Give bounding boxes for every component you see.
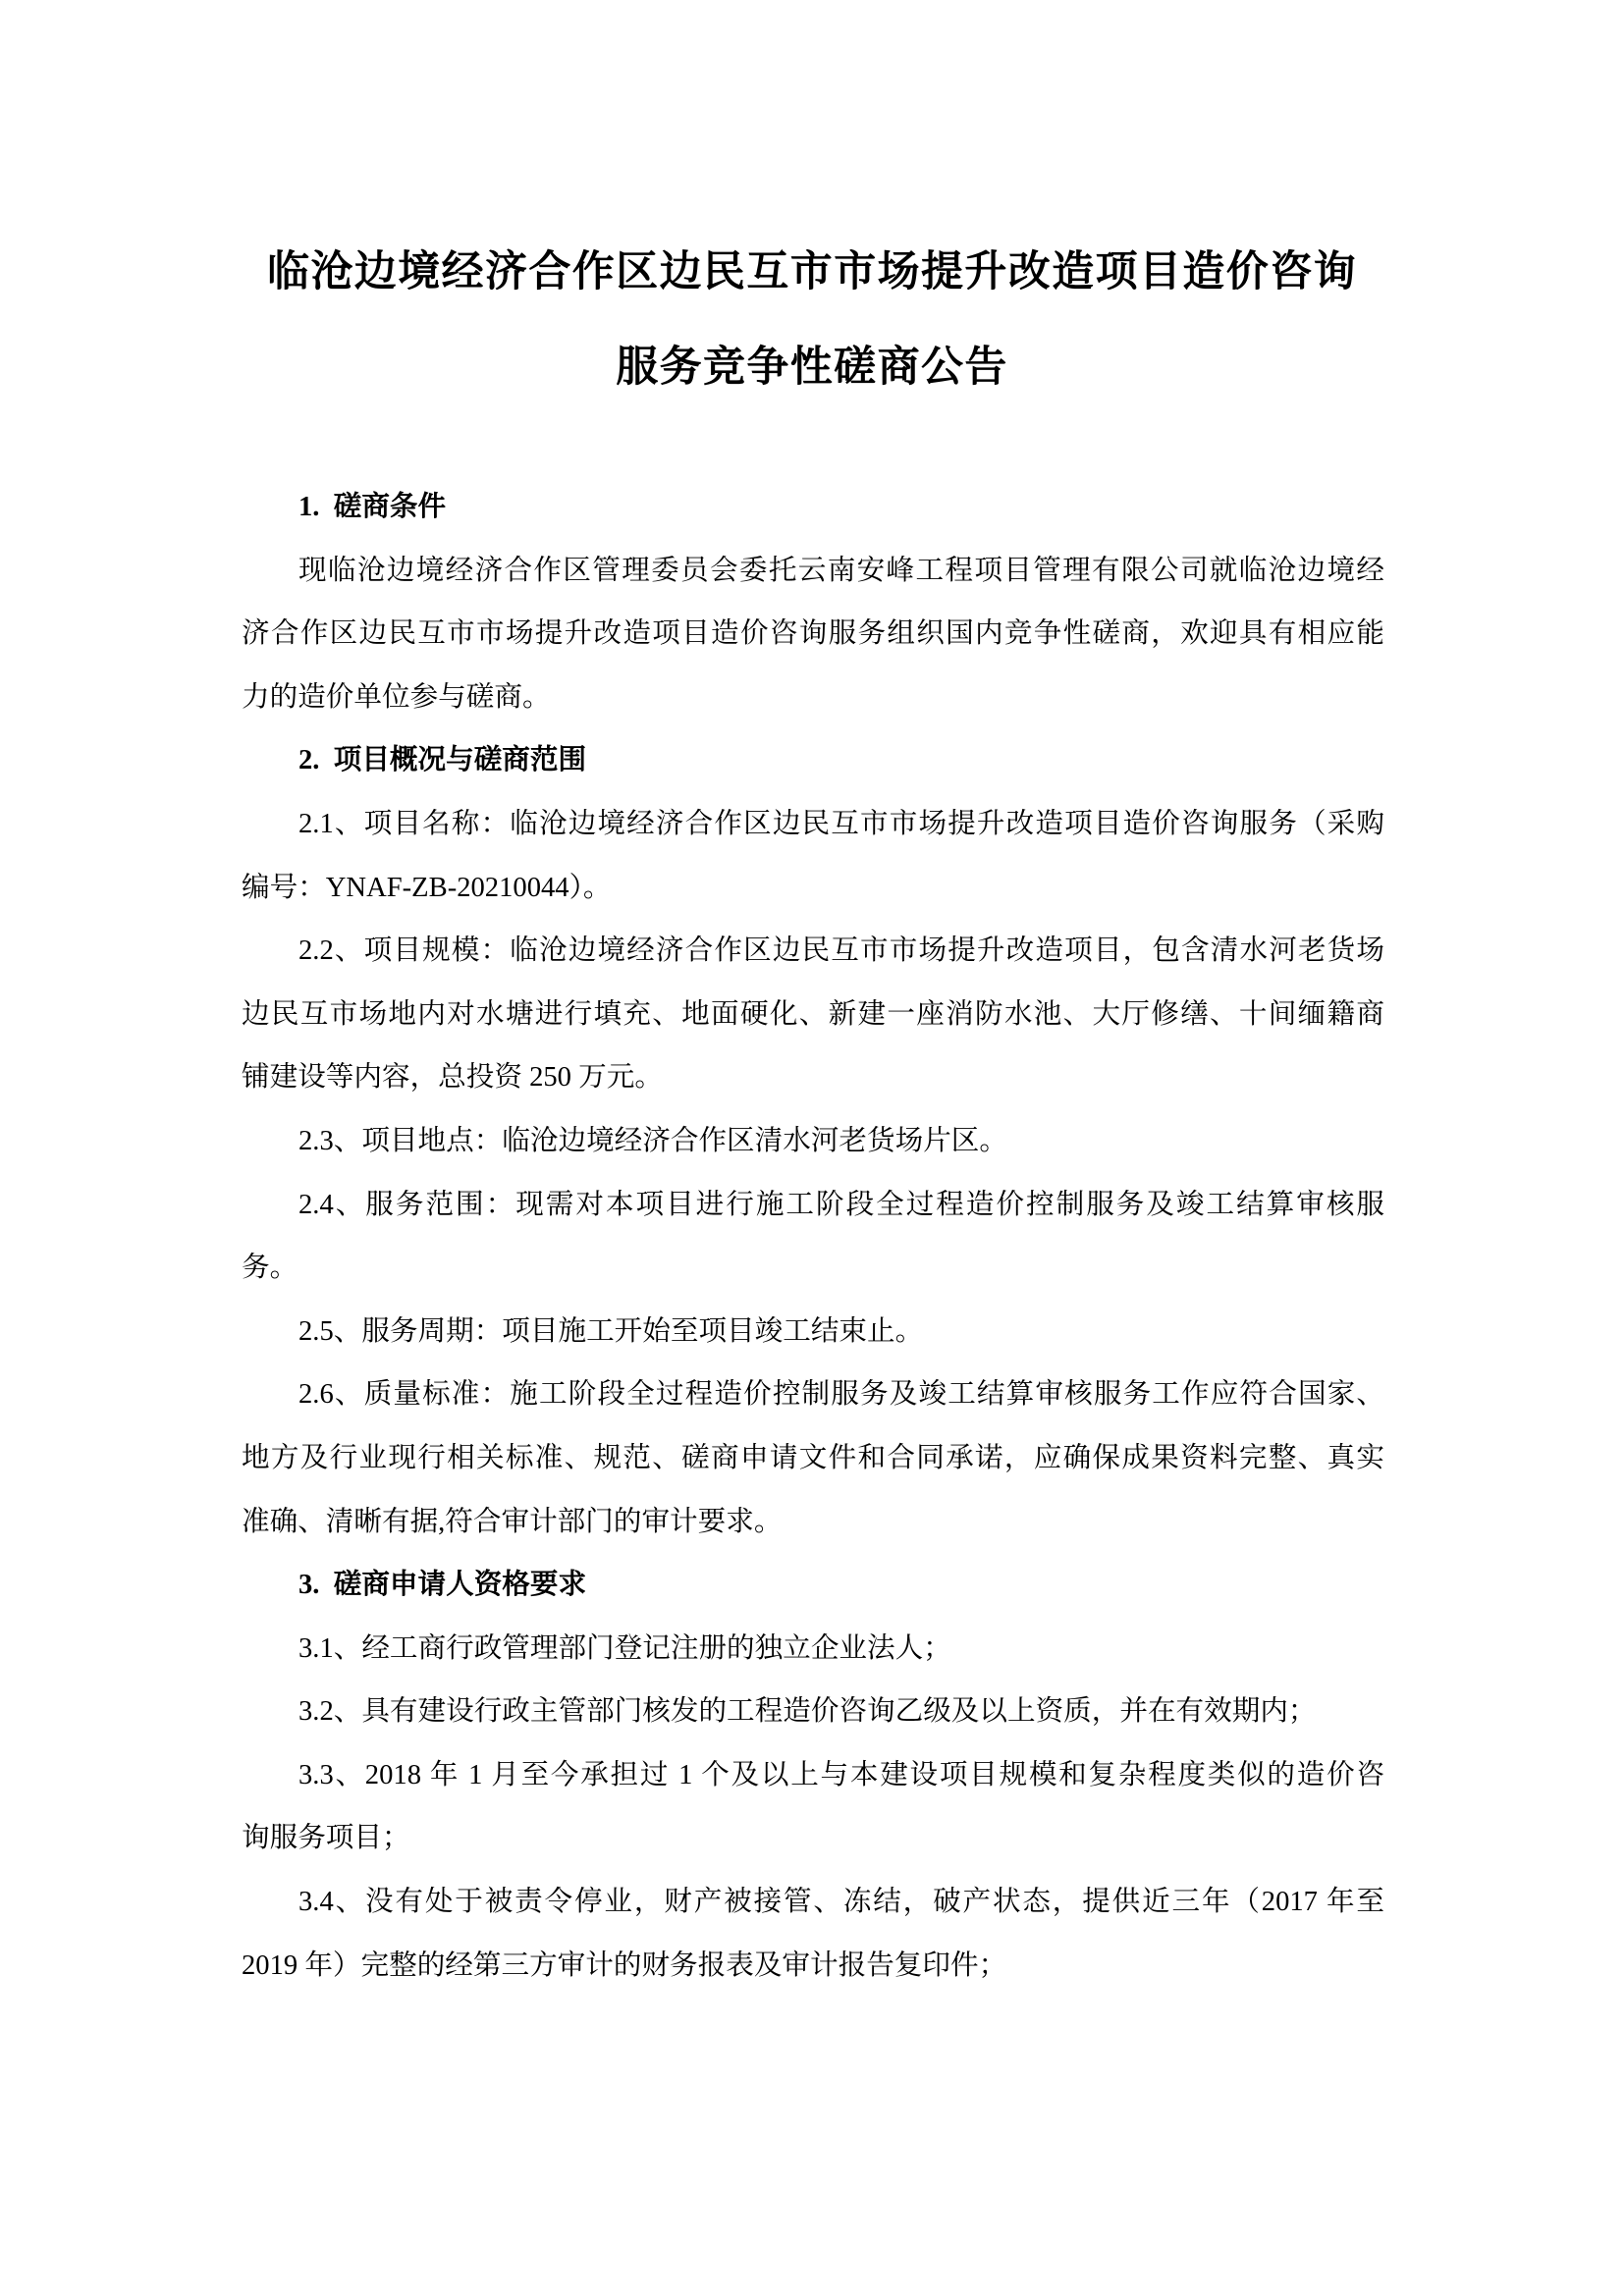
document-title <box>0 225 1624 415</box>
text-line: 准确、清晰有据,符合审计部门的审计要求。 <box>242 1506 783 1537</box>
text-line: 济合作区边民互市市场提升改造项目造价咨询服务组织国内竞争性磋商，欢迎具有相应能 <box>242 618 1384 650</box>
section-heading: 1. 磋商条件 <box>298 492 447 522</box>
text-line: 2.5、服务周期：项目施工开始至项目竣工结束止。 <box>298 1315 924 1347</box>
text-line: 边民互市场地内对水塘进行填充、地面硬化、新建一座消防水池、大厅修缮、十间缅籍商 <box>242 998 1384 1030</box>
text-line: 编号：YNAF-ZB-20210044）。 <box>242 872 612 903</box>
text-line: 2.2、项目规模：临沧边境经济合作区边民互市市场提升改造项目，包含清水河老货场 <box>298 935 1384 967</box>
text-line: 3.1、经工商行政管理部门登记注册的独立企业法人； <box>298 1632 951 1664</box>
text-line: 2.1、项目名称：临沧边境经济合作区边民互市市场提升改造项目造价咨询服务（采购 <box>298 808 1384 839</box>
text-line: 铺建设等内容，总投资 250 万元。 <box>242 1062 663 1094</box>
text-line: 务。 <box>242 1253 298 1284</box>
document-title-line-1: 临沧边境经济合作区边民互市市场提升改造项目造价咨询 <box>267 249 1357 295</box>
text-line: 现临沧边境经济合作区管理委员会委托云南安峰工程项目管理有限公司就临沧边境经 <box>298 555 1384 586</box>
section-heading: 2. 项目概况与磋商范围 <box>298 745 587 776</box>
text-line: 2019 年）完整的经第三方审计的财务报表及审计报告复印件； <box>242 1949 1007 1981</box>
document-body <box>242 476 1384 1998</box>
section-heading: 3. 磋商申请人资格要求 <box>298 1570 587 1601</box>
text-line: 2.4、服务范围：现需对本项目进行施工阶段全过程造价控制服务及竣工结算审核服 <box>298 1189 1384 1220</box>
document-title-line-2: 服务竞争性磋商公告 <box>616 345 1008 391</box>
text-line: 2.6、质量标准：施工阶段全过程造价控制服务及竣工结算审核服务工作应符合国家、 <box>298 1379 1384 1411</box>
text-line: 询服务项目； <box>242 1823 410 1854</box>
text-line: 3.2、具有建设行政主管部门核发的工程造价咨询乙级及以上资质，并在有效期内； <box>298 1696 1317 1728</box>
text-line: 3.3、2018 年 1 月至今承担过 1 个及以上与本建设项目规模和复杂程度类似的造价咨 <box>298 1759 1384 1790</box>
text-line: 力的造价单位参与磋商。 <box>242 681 551 713</box>
text-line: 地方及行业现行相关标准、规范、磋商申请文件和合同承诺，应确保成果资料完整、真实 <box>242 1442 1384 1473</box>
text-line: 2.3、项目地点：临沧边境经济合作区清水河老货场片区。 <box>298 1125 1007 1156</box>
text-line: 3.4、没有处于被责令停业，财产被接管、冻结，破产状态，提供近三年（2017 年至 <box>298 1887 1384 1918</box>
